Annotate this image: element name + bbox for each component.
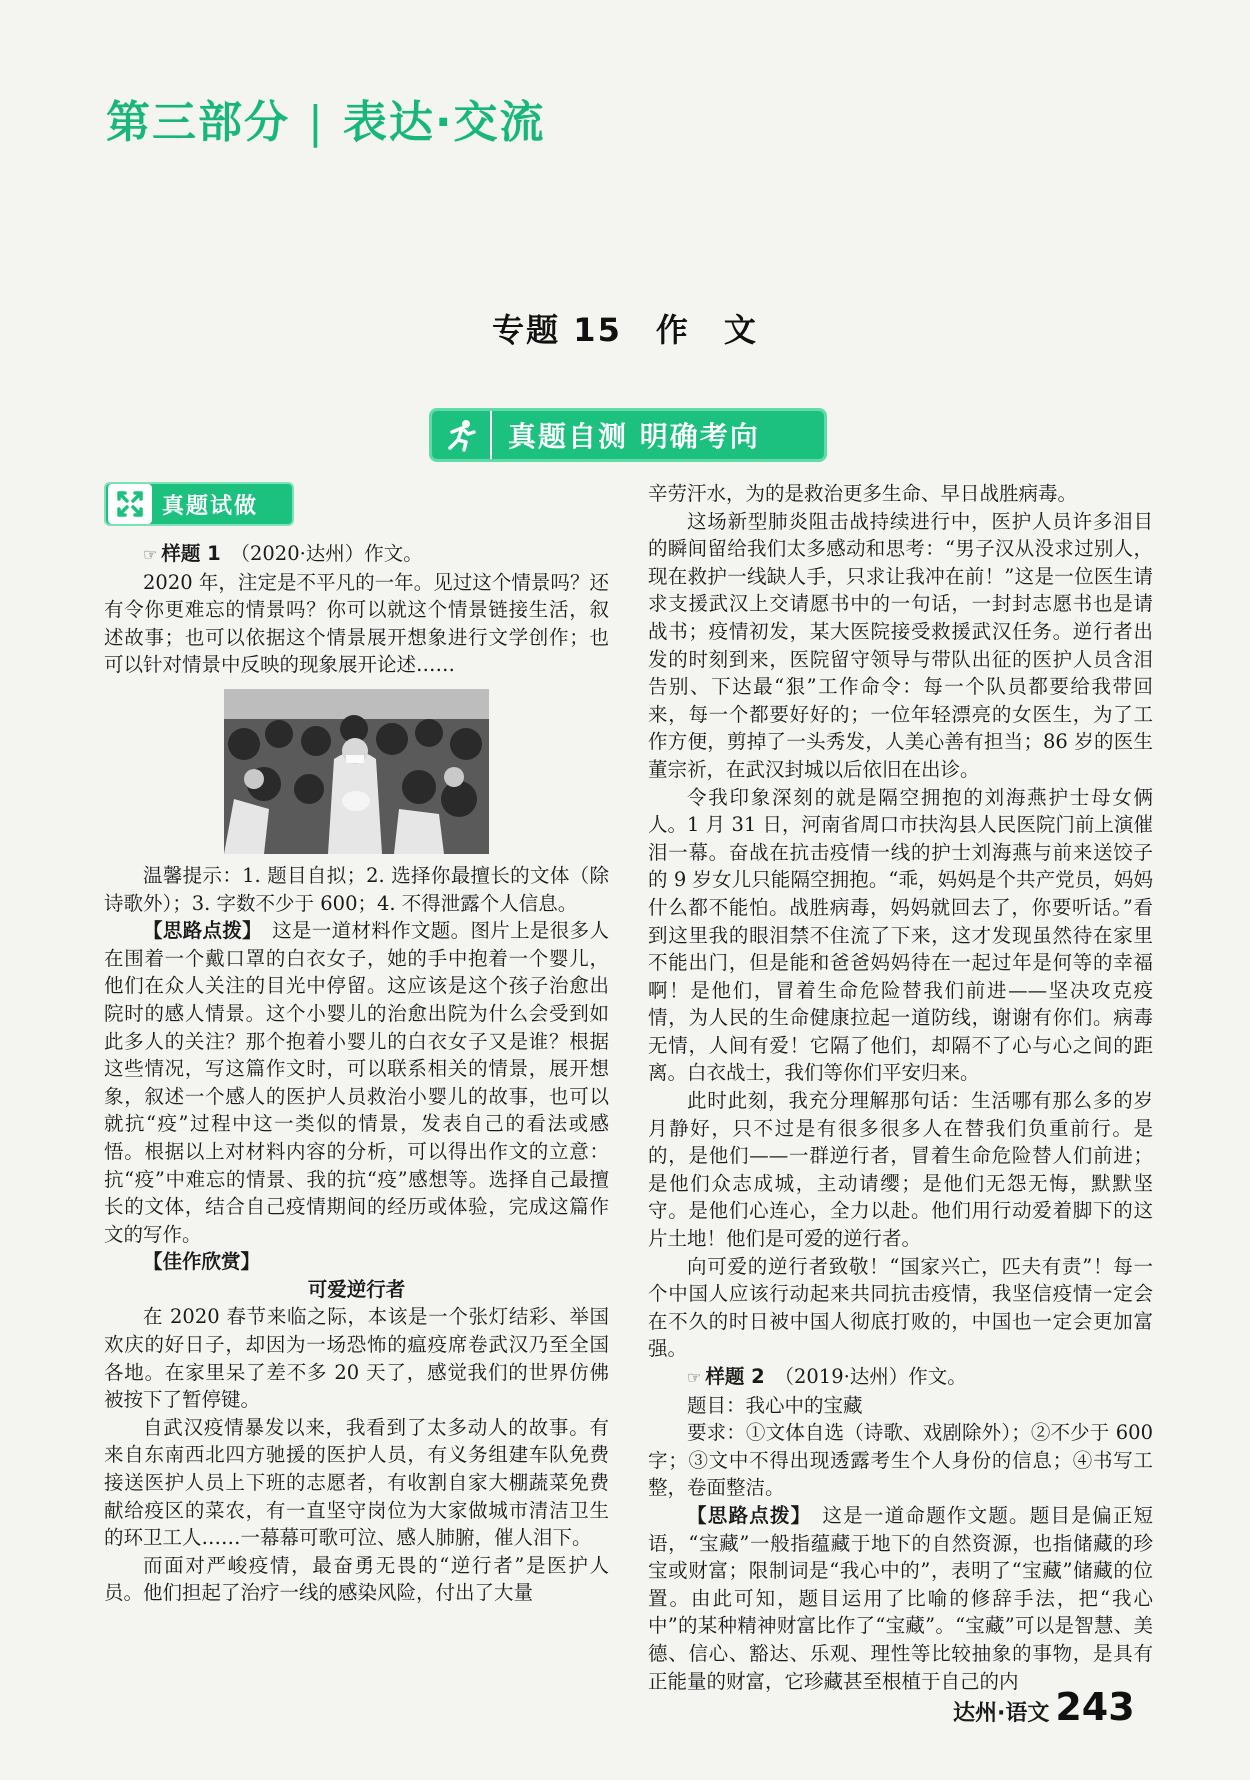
page-number: 243 — [1055, 1685, 1135, 1729]
title-separator: | — [308, 97, 325, 148]
cross-arrows-icon — [108, 484, 152, 524]
banner-text: 真题自测 明确考向 — [508, 420, 760, 453]
footer-label: 达州·语文 — [953, 1701, 1050, 1726]
sample1-prompt: 2020 年，注定是不平凡的一年。见过这个情景吗？还有令你更难忘的情景吗？你可以就这个情景链接生活，叙述故事；也可以依据这个情景展开想象进行文学创作；也可以针对情景中反映的现象展开论述…… — [104, 570, 609, 677]
analysis-1 — [104, 917, 609, 1248]
analysis-1-label: 【思路点拨】 — [143, 919, 253, 943]
essay-paragraph-1: 在 2020 春节来临之际，本该是一个张灯结彩、举国欢庆的好日子，却因为一场恐怖的瘟疫席卷武汉乃至全国各地。在家里呆了差不多 20 天了，感觉我们的世界仿佛被按下了暂停键。 — [104, 1305, 609, 1412]
essay-paragraph-2: 自武汉疫情暴发以来，我看到了太多动人的故事。有来自东南西北四方驰援的医护人员，有义务组建车队免费接送医护人员上下班的志愿者，有收割自家大棚蔬菜免费献给疫区的菜农，有一直坚守岗位为大家做城市清洁卫生的环卫工人……一幕幕可歌可泣、感人肺腑，催人泪下。 — [104, 1415, 609, 1550]
sample1-source: （2020·达州）作文。 — [240, 542, 423, 565]
sample2-label: 样题 2 — [705, 1365, 765, 1388]
part-title — [106, 86, 546, 150]
analysis-1-text: 这是一道材料作文题。图片上是很多人在围着一个戴口罩的白衣女子，她的手中抱着一个婴儿，他们在众人关注的目光中停留。这应该是这个孩子治愈出院时的感人情景。这个小婴儿的治愈出院为什么会受到如此多人的关注？那个抱着小婴儿的白衣女子又是谁？根据这些情况，写这篇作文时，可以联系相关的情景，展开想象，叙述一个感人的医护人员救治小婴儿的故事，也可以就抗“疫”过程中这一类似的情景，发表自己的看法或感悟。根据以上对材料内容的分析，可以得出作文的立意：抗“疫”中难忘的情景、我的抗“疫”感想等。选择自己最擅长的文体，结合自己疫情期间的经历或体验，完成这篇作文的写作。 — [104, 919, 609, 1246]
left-column — [104, 540, 609, 1607]
essay-paragraph-5: 令我印象深刻的就是隔空拥抱的刘海燕护士母女俩人。1 月 31 日，河南省周口市扶沟县人民医院门前上演催泪一幕。奋战在抗击疫情一线的护士刘海燕与前来送饺子的 9 岁女儿只能隔空拥抱。“乖，妈妈是个共产党员，妈妈什么都不能怕。战胜病毒，妈妈就回去了，你要听话。”看到这里我的眼泪禁不住流了下来，这才发现虽然待在家里不能出门，但是能和爸爸妈妈待在一起过年是何等的幸福啊！是他们，冒着生命危险替我们前进——坚决攻克疫情，为人民的生命健康拉起一道防线，谢谢有你们。病毒无情，人间有爱！它隔了他们，却隔不了心与心之间的距离。白衣战士，我们等你们平安归来。 — [648, 785, 1153, 1085]
topic-title: 专题 15 作 文 — [492, 311, 758, 349]
essay-paragraph-7: 向可爱的逆行者致敬！“国家兴亡，匹夫有责”！每一个中国人应该行动起来共同抗击疫情，我坚信疫情一定会在不久的时日被中国人彻底打败的，中国也一定会更加富强。 — [648, 1254, 1153, 1361]
runner-icon — [432, 411, 492, 459]
tab-label: 真题试做 — [162, 493, 259, 519]
page-footer — [953, 1685, 1135, 1729]
sample2-heading — [648, 1363, 1153, 1392]
sample2-requirements: 要求：①文体自选（诗歌、戏剧除外）；②不少于 600 字；③文中不得出现透露考生个人身份的信息；④书写工整，卷面整洁。 — [648, 1421, 1153, 1500]
crowd-photo — [224, 689, 489, 854]
pointing-hand-icon: ☞ — [143, 545, 158, 564]
part-label: 第三部分 — [106, 97, 290, 148]
sample1-label: 样题 1 — [161, 542, 221, 565]
sample1-heading — [104, 540, 609, 569]
essay-label: 【佳作欣赏】 — [143, 1250, 261, 1274]
right-column — [648, 480, 1153, 1695]
sample2-source: （2019·达州）作文。 — [784, 1365, 967, 1388]
analysis-2-text: 这是一道命题作文题。题目是偏正短语，“宝藏”一般指蕴藏于地下的自然资源，也指储藏的珍宝或财富；限制词是“我心中的”，表明了“宝藏”储藏的位置。由此可知，题目运用了比喻的修辞手法，把“我心中”的某种精神财富比作了“宝藏”。“宝藏”可以是智慧、美德、信心、豁达、乐观、理性等比较抽象的事物，是具有正能量的财富，它珍藏甚至根植于自己的内 — [648, 1503, 1153, 1693]
essay-paragraph-3: 而面对严峻疫情，最奋勇无畏的“逆行者”是医护人员。他们担起了治疗一线的感染风险，付出了大量 — [104, 1553, 609, 1605]
sample2-title: 题目：我心中的宝藏 — [687, 1393, 863, 1417]
pointing-hand-icon: ☞ — [687, 1368, 702, 1387]
section-label: 表达·交流 — [342, 97, 546, 148]
warm-tip: 温馨提示：1. 题目自拟；2. 选择你最擅长的文体（除诗歌外）；3. 字数不少于 600；4. 不得泄露个人信息。 — [104, 863, 609, 915]
analysis-2-label: 【思路点拨】 — [687, 1503, 802, 1527]
section-tab — [104, 482, 294, 526]
section-banner — [429, 408, 827, 462]
essay-paragraph-3-cont: 辛劳汗水，为的是救治更多生命、早日战胜病毒。 — [648, 482, 1078, 505]
essay-paragraph-6: 此时此刻，我充分理解那句话：生活哪有那么多的岁月静好，只不过是有很多很多人在替我们负重前行。是的，是他们——一群逆行者，冒着生命危险替人们前进；是他们众志成城，主动请缨；是他们无怨无悔，默默坚守。是他们心连心，全力以赴。他们用行动爱着脚下的这片土地！他们是可爱的逆行者。 — [648, 1089, 1153, 1251]
essay-paragraph-4: 这场新型肺炎阻击战持续进行中，医护人员许多泪目的瞬间留给我们太多感动和思考：“男子汉从没求过别人，现在救护一线缺人手，只求让我冲在前！”这是一位医生请求支援武汉上交请愿书中的一句话，一封封志愿书也是请战书；疫情初发，某大医院接受救援武汉任务。逆行者出发的时刻到来，医院留守领导与带队出征的医护人员含泪告别、下达最“狠”工作命令：每一个队员都要给我带回来，每一个都要好好的；一位年轻漂亮的女医生，为了工作方便，剪掉了一头秀发，人美心善有担当；86 岁的医生董宗祈，在武汉封城以后依旧在出诊。 — [648, 509, 1153, 781]
analysis-2 — [648, 1502, 1153, 1695]
essay-title: 可爱逆行者 — [307, 1277, 406, 1301]
